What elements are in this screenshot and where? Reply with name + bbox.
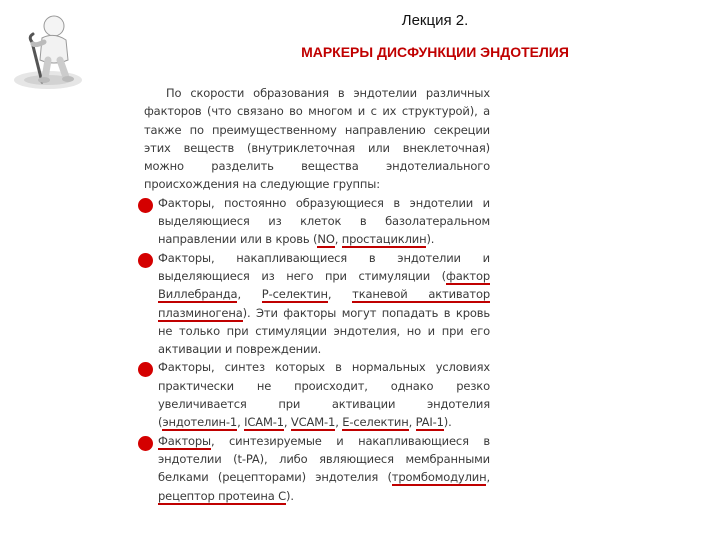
highlight: тромбомодулин — [391, 470, 487, 485]
highlight: VCAM-1 — [290, 415, 336, 430]
highlight: Факторы — [158, 433, 211, 448]
list-item: Факторы, постоянно образующиеся в эндотелии и выделяющиеся из клеток в базолатеральном направлении или в кровь (NO, простациклин). — [144, 194, 490, 249]
lecture-label: Лекция 2. — [401, 12, 469, 29]
highlight: эндотелин-1 — [162, 415, 238, 430]
highlight: Р-селектин — [261, 287, 328, 302]
highlight: ICAM-1 — [244, 415, 284, 430]
bullet-dot — [138, 198, 153, 213]
highlight: простациклин — [341, 232, 427, 247]
bullet-dot — [138, 253, 153, 268]
highlight: тканевой активатор плазминогена — [158, 287, 491, 320]
page-title: МАРКЕРЫ ДИСФУНКЦИИ ЭНДОТЕЛИЯ — [301, 44, 569, 60]
highlight: NO — [317, 232, 335, 247]
list-item: Факторы, накапливающиеся в эндотелии и выделяющиеся из него при стимуляции (фактор Виллебранда, Р-селектин, тканевой активатор плазминогена). Эти факторы могут попадать в кровь не только при стимуляции эндотелия, но и при его активации и повреждении. — [144, 249, 490, 359]
highlight: рецептор протеина С — [158, 488, 286, 503]
bullet-dot — [138, 436, 153, 451]
highlight: Е-селектин — [342, 415, 409, 430]
list-item: Факторы, синтез которых в нормальных условиях практически не происходит, однако резко увеличивается при активации эндотелия (эндотелин-1, ICAM-1, VCAM-1, Е-селектин, PAI-1). — [144, 358, 490, 431]
document-text — [144, 84, 490, 505]
bullet-dot — [138, 362, 153, 377]
highlight: PAI-1 — [415, 415, 444, 430]
highlight: фактор Виллебранда — [158, 268, 490, 302]
intro-paragraph: По скорости образования в эндотелии различных факторов (что связано во многом и с их структурой), а также по преимущественному направлению секреции этих веществ (внутриклеточная или внеклеточная) можно разделить вещества эндотелиального происхождения на следующие группы: — [144, 86, 490, 192]
list-item: Факторы, синтезируемые и накапливающиеся в эндотелии (t-PA), либо являющиеся мембранными белками (рецепторами) эндотелия (тромбомодулин, рецептор протеина С). — [144, 432, 490, 505]
